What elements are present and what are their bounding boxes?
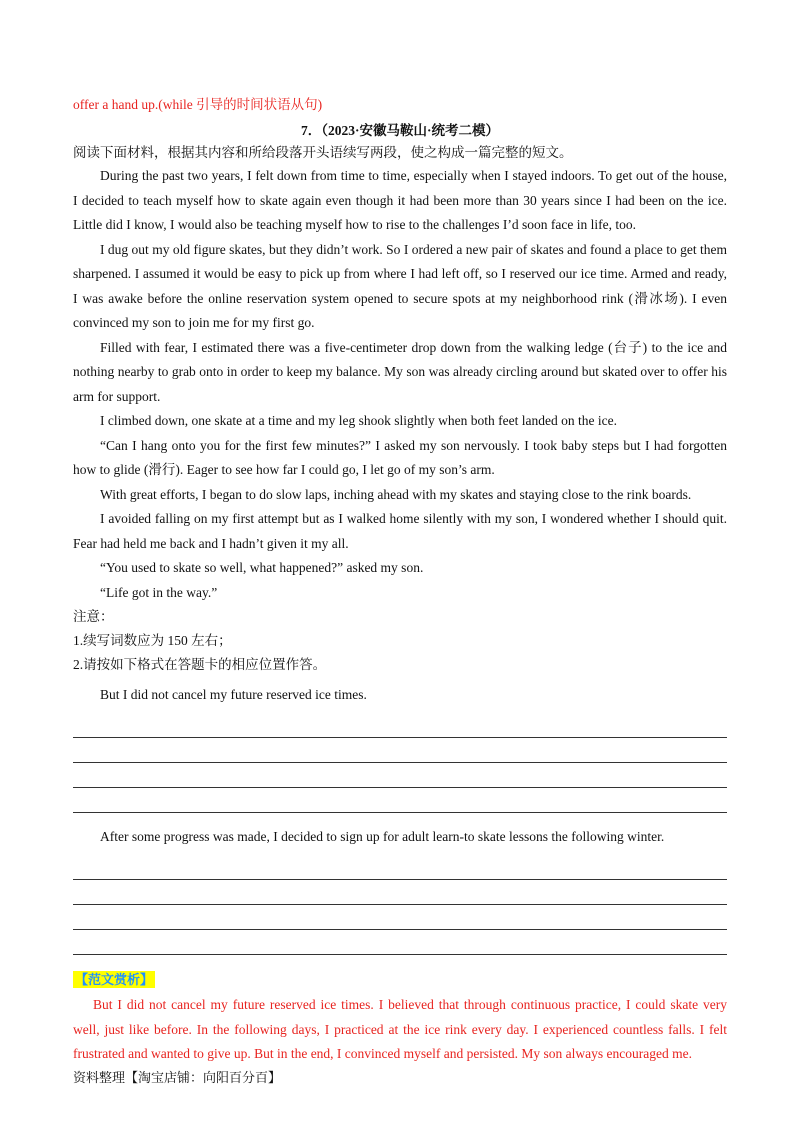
answer-lines-2 [73,855,727,955]
story-paragraph: “You used to skate so well, what happened?” asked my son. [100,560,424,575]
answer-line [73,905,727,930]
question-title: 7．（2023·安徽马鞍山·统考二模） [300,123,499,138]
note-item: 2.请按如下格式在答题卡的相应位置作答。 [73,657,327,672]
story-paragraph: I climbed down, one skate at a time and my leg shook slightly when both feet landed on the ice. [100,413,617,428]
paragraph-lead-2: After some progress was made, I decided to sign up for adult learn-to skate lessons the following winter. [100,829,665,844]
note-item: 1.续写词数应为 150 左右； [73,633,232,648]
story-body [73,164,727,605]
answer-line [73,930,727,955]
answer-line [73,880,727,905]
answer-lines-1 [73,713,727,813]
story-paragraph: With great efforts, I began to do slow laps, inching ahead with my skates and staying close to the rink boards. [100,486,692,502]
story-paragraph: Filled with fear, I estimated there was a five-centimeter drop down from the walking ledge (台子) to the ice and nothing nearby to grab onto in order to keep my balance. My son was already circling around but skated over to offer his arm for support. [73,339,727,404]
story-paragraph: “Life got in the way.” [100,584,218,600]
answer-line [73,738,727,763]
story-paragraph: “Can I hang onto you for the first few minutes?” I asked my son nervously. I took baby steps but I had forgotten how to glide (滑行). Eager to see how far I could go, I let go of my son’s arm. [73,437,727,477]
sample-answer-text: But I did not cancel my future reserved ice times. I believed that through continuous practice, I could skate very well, just like before. In the following days, I practiced at the ice rink every day. I experienced countless falls. I felt frustrated and wanted to give up. But in the end, I convinced myself and persisted. My son always encouraged me. [73,997,727,1061]
document-page [73,94,727,1067]
answer-line [73,713,727,738]
previous-answer-tail: offer a hand up.(while 引导的时间状语从句) [73,97,323,112]
story-paragraph: During the past two years, I felt down from time to time, especially when I stayed indoors. To get out of the house, I decided to teach myself how to skate again even though it had been more than 30 years since I had been on the ice. Little did I know, I would also be teaching myself how to rise to the challenges I’d soon face in life, too. [73,168,727,232]
paragraph-lead-1: But I did not cancel my future reserved ice times. [100,687,367,702]
answer-line [73,855,727,880]
answer-line [73,788,727,813]
story-paragraph: I dug out my old figure skates, but they didn’t work. So I ordered a new pair of skates and found a place to get them sharpened. I assumed it would be easy to pick up from where I had left off, so I reserved our ice time. Armed and ready, I was awake before the online reservation system opened to secure spots at my neighborhood rink (滑冰场). I even convinced my son to join me for my first go. [73,241,727,330]
answer-line [73,763,727,788]
page-footer: 资料整理【淘宝店铺：向阳百分百】 [73,1070,282,1085]
story-paragraph: I avoided falling on my first attempt but as I walked home silently with my son, I wondered whether I should quit. Fear had held me back and I hadn’t given it my all. [73,511,727,551]
notes-title: 注意： [73,609,114,624]
instruction-text: 阅读下面材料，根据其内容和所给段落开头语续写两段，使之构成一篇完整的短文。 [73,145,573,160]
sample-answer-badge: 【范文赏析】 [75,972,154,987]
